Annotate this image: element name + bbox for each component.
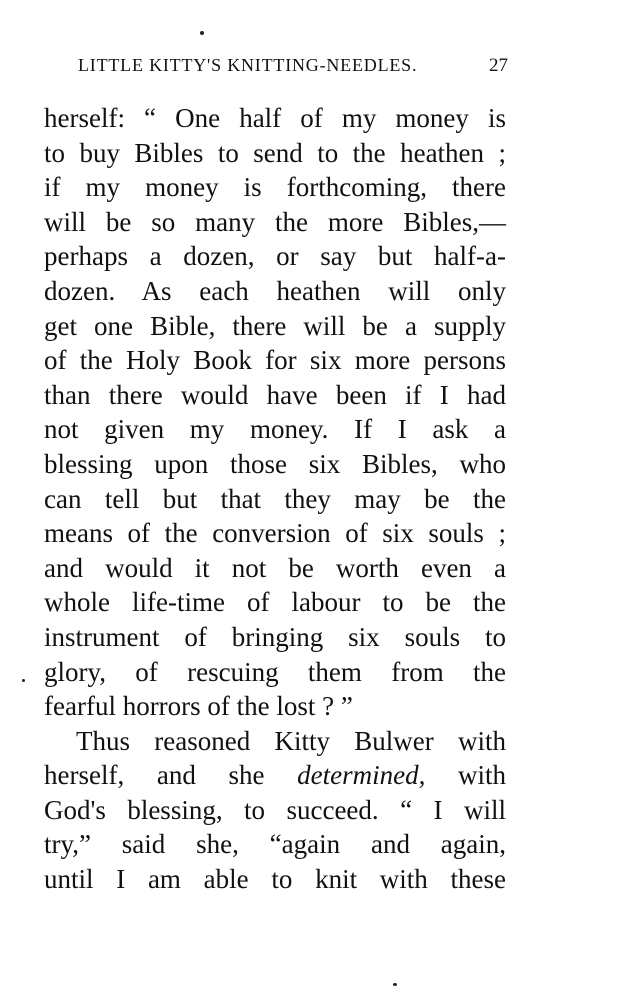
emphasized-word: determined, <box>297 760 426 791</box>
page-header <box>78 55 508 77</box>
page-number: 27 <box>489 55 508 76</box>
text-line: Thus reasoned Kitty Bulwer with <box>76 725 506 756</box>
text-line: and would it not be worth even a <box>44 552 506 583</box>
text-line: God's blessing, to succeed. “ I will <box>44 794 506 825</box>
text-segment: with <box>425 760 506 791</box>
running-title: LITTLE KITTY'S KNITTING-NEEDLES. <box>78 55 418 75</box>
paragraph-1 <box>44 101 506 724</box>
text-line: of the Holy Book for six more persons <box>44 345 506 376</box>
text-line: not given my money. If I ask a <box>44 414 506 445</box>
text-line: try,” said she, “again and again, <box>44 829 506 860</box>
text-line: means of the conversion of six souls ; <box>44 518 506 549</box>
ink-speck <box>393 983 397 986</box>
text-line: to buy Bibles to send to the heathen ; <box>44 137 506 168</box>
text-line: blessing upon those six Bibles, who <box>44 448 506 479</box>
text-line: get one Bible, there will be a supply <box>44 310 506 341</box>
text-line: instrument of bringing six souls to <box>44 621 506 652</box>
text-line: perhaps a dozen, or say but half-a- <box>44 241 506 272</box>
text-line: herself: “ One half of my money is <box>44 103 506 133</box>
text-line: will be so many the more Bibles,— <box>44 206 506 237</box>
text-segment: herself, and she <box>44 760 298 791</box>
text-line: whole life-time of labour to be the <box>44 587 506 618</box>
text-line: fearful horrors of the lost ? ” <box>44 691 353 722</box>
text-line: dozen. As each heathen will only <box>44 275 506 306</box>
text-line <box>44 758 506 793</box>
ink-speck <box>22 679 25 682</box>
text-line: until I am able to knit with these <box>44 864 506 895</box>
body-text <box>44 101 506 897</box>
text-line: if my money is forthcoming, there <box>44 172 506 203</box>
paragraph-2 <box>44 724 506 897</box>
ink-speck <box>200 31 204 35</box>
text-line: than there would have been if I had <box>44 379 506 410</box>
text-line: glory, of rescuing them from the <box>44 656 506 687</box>
text-line: can tell but that they may be the <box>44 483 506 514</box>
